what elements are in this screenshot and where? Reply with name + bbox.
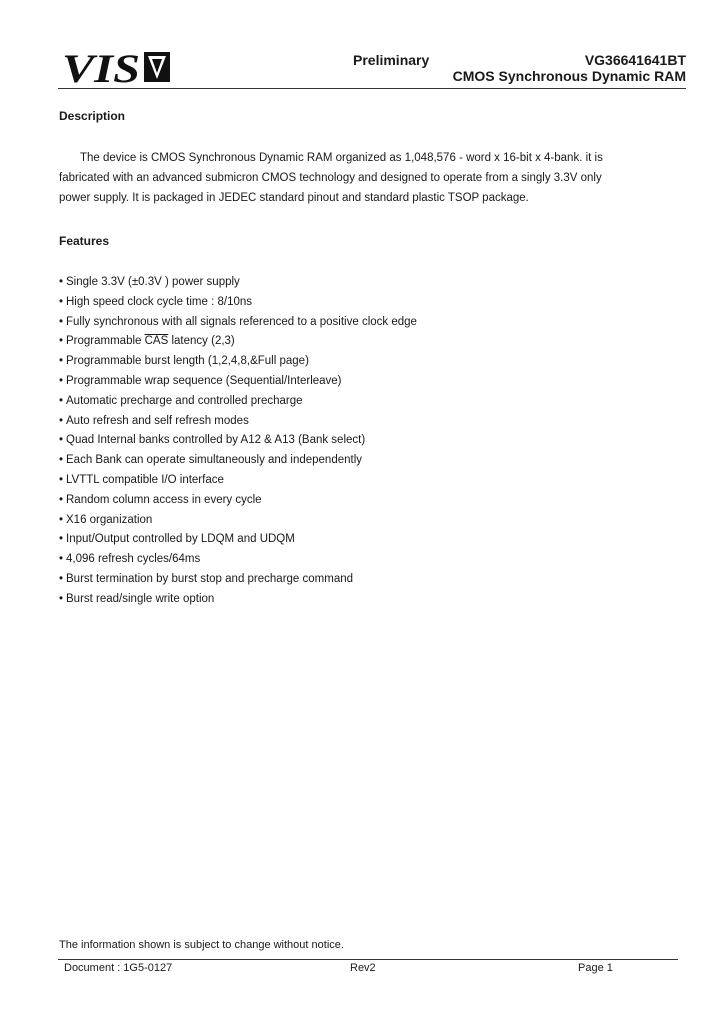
bullet-icon: • — [59, 315, 64, 328]
description-line: The device is CMOS Synchronous Dynamic RAM organized as 1,048,576 - word x 16-bit x 4-bank. it is — [80, 152, 603, 164]
feature-item: • 4,096 refresh cycles/64ms — [59, 550, 417, 570]
feature-item: • LVTTL compatible I/O interface — [59, 471, 417, 491]
feature-item: • Burst read/single write option — [59, 590, 417, 610]
product-subtitle: CMOS Synchronous Dynamic RAM — [452, 68, 686, 84]
feature-item: • Programmable burst length (1,2,4,8,&Full page) — [59, 352, 417, 372]
bullet-icon: • — [59, 454, 64, 467]
bullet-icon: • — [59, 493, 64, 506]
svg-text:VIS: VIS — [62, 46, 140, 90]
bullet-icon: • — [59, 533, 64, 546]
bullet-icon: • — [59, 374, 64, 387]
description-line: power supply. It is packaged in JEDEC standard pinout and standard plastic TSOP package. — [59, 192, 529, 204]
feature-item: • X16 organization — [59, 511, 417, 531]
change-notice: The information shown is subject to change without notice. — [59, 939, 344, 951]
bullet-icon: • — [59, 276, 64, 288]
feature-item: • Programmable wrap sequence (Sequential/Interleave) — [59, 372, 417, 392]
header-divider — [58, 88, 686, 89]
bullet-icon: • — [59, 473, 64, 486]
bullet-icon: • — [59, 414, 64, 427]
cas-signal-overlined: $\overline{CAS}$ — [144, 335, 169, 348]
bullet-icon: • — [59, 335, 64, 348]
revision-label: Rev2 — [350, 962, 376, 974]
description-paragraph — [59, 148, 619, 208]
bullet-icon: • — [59, 553, 64, 566]
bullet-icon: • — [59, 295, 64, 308]
description-line: fabricated with an advanced submicron CMOS technology and designed to operate from a singly 3.3V only — [59, 172, 602, 184]
part-number: VG36641641BT — [584, 52, 686, 68]
bullet-icon: • — [59, 592, 64, 605]
feature-item: • Single 3.3V (±0.3V ) power supply — [59, 273, 417, 293]
features-heading: Features — [59, 234, 110, 248]
feature-item: • High speed clock cycle time : 8/10ns — [59, 293, 417, 313]
vis-logo — [62, 46, 174, 90]
bullet-icon: • — [59, 394, 64, 407]
feature-item: • Auto refresh and self refresh modes — [59, 412, 417, 432]
bullet-icon: • — [59, 355, 64, 368]
features-list — [59, 273, 417, 610]
preliminary-label: Preliminary — [353, 52, 430, 68]
document-number: Document : 1G5-0127 — [64, 962, 173, 974]
page-number: Page 1 — [578, 962, 613, 974]
bullet-icon: • — [59, 513, 64, 526]
feature-item: • Each Bank can operate simultaneously and independently — [59, 451, 417, 471]
bullet-icon: • — [59, 434, 64, 447]
feature-item-cas-latency: • Programmable $\overline{CAS}$ latency (2,3) — [59, 332, 417, 352]
description-heading: Description — [59, 109, 126, 123]
feature-item: • Fully synchronous with all signals referenced to a positive clock edge — [59, 313, 417, 333]
bullet-icon: • — [59, 572, 64, 585]
feature-item: • Random column access in every cycle — [59, 491, 417, 511]
feature-item: • Quad Internal banks controlled by A12 & A13 (Bank select) — [59, 431, 417, 451]
feature-item: • Burst termination by burst stop and precharge command — [59, 570, 417, 590]
feature-item: • Automatic precharge and controlled precharge — [59, 392, 417, 412]
feature-item: • Input/Output controlled by LDQM and UDQM — [59, 530, 417, 550]
footer-divider — [58, 959, 678, 960]
